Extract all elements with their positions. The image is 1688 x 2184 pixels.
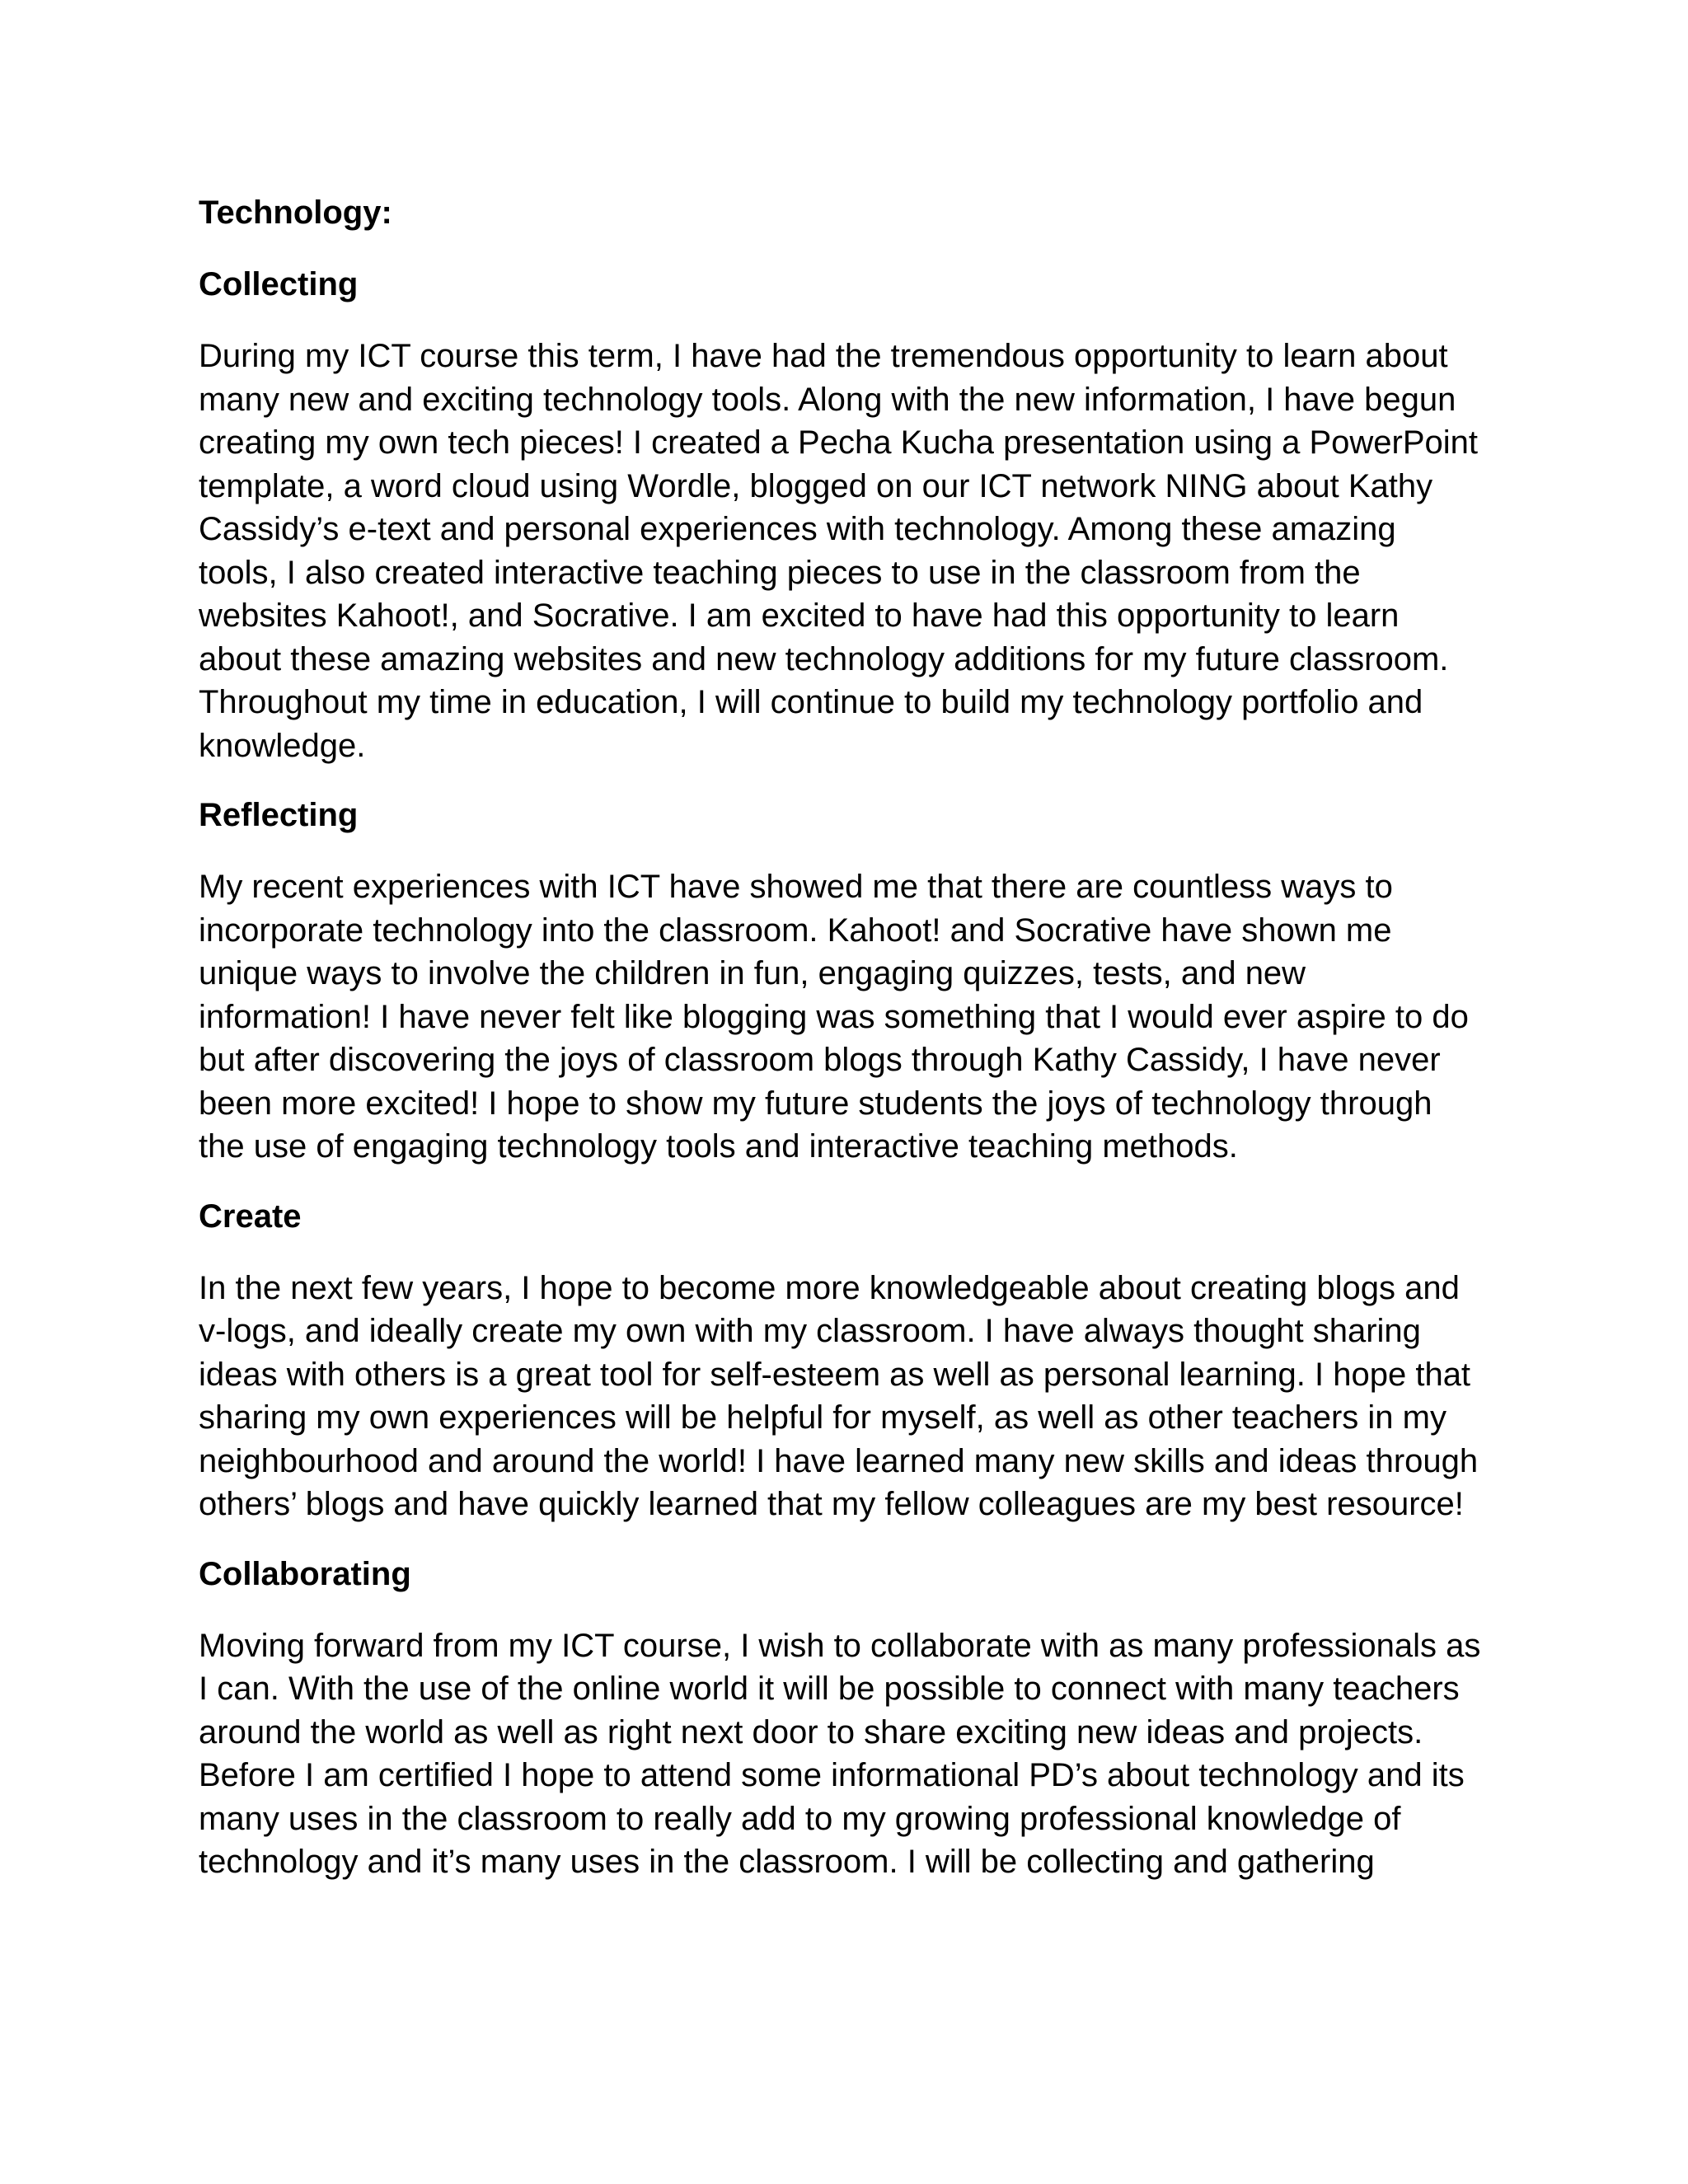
- section-paragraph-create: [199, 1267, 1517, 1526]
- section-heading-collaborating: Collaborating: [199, 1555, 411, 1592]
- paragraph-line: template, a word cloud using Wordle, blogged on our ICT network NING about Kathy: [199, 467, 1433, 504]
- paragraph-line: Moving forward from my ICT course, I wish to collaborate with as many professionals as: [199, 1627, 1481, 1664]
- paragraph-line: My recent experiences with ICT have showed me that there are countless ways to: [199, 869, 1393, 905]
- paragraph-line: v-logs, and ideally create my own with my classroom. I have always thought sharing: [199, 1313, 1421, 1349]
- paragraph-line: neighbourhood and around the world! I have learned many new skills and ideas through: [199, 1442, 1479, 1479]
- section-paragraph-collaborating: [199, 1624, 1517, 1884]
- paragraph-line: knowledge.: [199, 727, 366, 764]
- paragraph-line: websites Kahoot!, and Socrative. I am excited to have had this opportunity to learn: [199, 598, 1400, 634]
- paragraph-line: Throughout my time in education, I will continue to build my technology portfolio and: [199, 684, 1423, 720]
- section-heading-collecting: Collecting: [199, 266, 359, 302]
- section-heading-reflecting: Reflecting: [199, 797, 359, 833]
- section-paragraph-reflecting: [199, 865, 1517, 1169]
- paragraph-line: unique ways to involve the children in fun, engaging quizzes, tests, and new: [199, 955, 1306, 991]
- paragraph-line: creating my own tech pieces! I created a Pecha Kucha presentation using a PowerPoint: [199, 424, 1479, 461]
- paragraph-line: been more excited! I hope to show my future students the joys of technology through: [199, 1085, 1432, 1122]
- document-body: [199, 191, 1517, 1910]
- paragraph-line: ideas with others is a great tool for self-esteem as well as personal learning. I hope that: [199, 1356, 1471, 1393]
- paragraph-line: many new and exciting technology tools. Along with the new information, I have begun: [199, 381, 1456, 418]
- paragraph-line: incorporate technology into the classroom. Kahoot! and Socrative have shown me: [199, 912, 1392, 949]
- paragraph-line: but after discovering the joys of classroom blogs through Kathy Cassidy, I have never: [199, 1042, 1441, 1078]
- paragraph-line: technology and it’s many uses in the classroom. I will be collecting and gathering: [199, 1844, 1375, 1880]
- paragraph-line: In the next few years, I hope to become more knowledgeable about creating blogs and: [199, 1269, 1460, 1306]
- paragraph-line: tools, I also created interactive teaching pieces to use in the classroom from the: [199, 554, 1361, 591]
- paragraph-line: around the world as well as right next door to share exciting new ideas and projects.: [199, 1713, 1423, 1750]
- document-title: Technology:: [199, 194, 392, 231]
- paragraph-line: many uses in the classroom to really add to my growing professional knowledge of: [199, 1800, 1401, 1837]
- paragraph-line: During my ICT course this term, I have had the tremendous opportunity to learn about: [199, 338, 1448, 374]
- paragraph-line: Cassidy’s e-text and personal experiences with technology. Among these amazing: [199, 511, 1396, 547]
- section-heading-create: Create: [199, 1197, 302, 1235]
- paragraph-line: I can. With the use of the online world it will be possible to connect with many teachers: [199, 1671, 1460, 1707]
- paragraph-line: others’ blogs and have quickly learned that my fellow colleagues are my best resource!: [199, 1486, 1464, 1522]
- paragraph-line: sharing my own experiences will be helpful for myself, as well as other teachers in my: [199, 1399, 1447, 1436]
- paragraph-line: information! I have never felt like blogging was something that I would ever aspire to do: [199, 998, 1469, 1035]
- section-paragraph-collecting: [199, 335, 1517, 767]
- paragraph-line: the use of engaging technology tools and interactive teaching methods.: [199, 1128, 1238, 1165]
- paragraph-line: Before I am certified I hope to attend some informational PD’s about technology and its: [199, 1757, 1465, 1793]
- paragraph-line: about these amazing websites and new technology additions for my future classroom.: [199, 640, 1449, 677]
